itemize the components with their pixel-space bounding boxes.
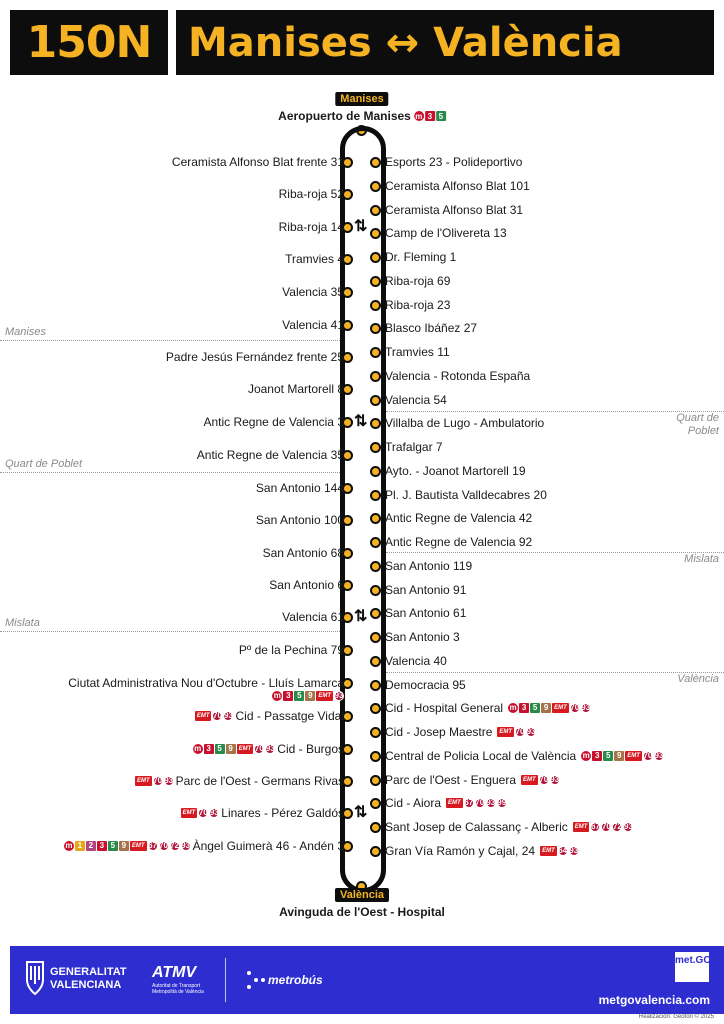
- stop-name: Joanot Martorell 8: [247, 382, 344, 396]
- stop-left: [256, 481, 344, 495]
- stop-left: [166, 350, 344, 364]
- metro-line-badge: 9: [305, 691, 315, 701]
- stop-right: [385, 749, 664, 763]
- stop-dot: [370, 418, 381, 429]
- stop-name: Àngel Guimerà 46 - Andén 3: [192, 839, 344, 853]
- stop-right: [385, 820, 633, 834]
- atmv-logo: ATMV: [152, 964, 197, 981]
- emt-icon: EMT: [131, 843, 145, 849]
- stop-right: [385, 464, 526, 478]
- emt-icon: EMT: [318, 693, 331, 699]
- direction-arrows-icon: ⇅: [354, 413, 368, 430]
- stop-name: Central de Policia Local de València: [385, 749, 577, 763]
- terminal-stop-top-name: Aeropuerto de Manises: [278, 109, 411, 123]
- stop-right: [385, 559, 472, 573]
- stop-right: [385, 226, 507, 240]
- stop-right: [385, 678, 466, 692]
- stop-right: [385, 345, 450, 359]
- stop-right: [385, 630, 460, 644]
- connection-icons: [508, 703, 591, 713]
- stop-name: Valencia 54: [385, 393, 447, 407]
- stop-name: Pl. J. Bautista Valldecabres 20: [385, 488, 547, 502]
- stop-right: [385, 179, 530, 193]
- bus-line-badge: 70: [198, 808, 208, 817]
- bus-line-badge: 70: [475, 798, 485, 807]
- stop-name: Blasco Ibáñez 27: [385, 321, 478, 335]
- stop-name: Valencia 35: [282, 285, 344, 299]
- stop-left: [181, 806, 344, 820]
- stop-right: [385, 773, 560, 787]
- emt-icon: EMT: [542, 848, 555, 854]
- zone-label: Mislata: [5, 617, 40, 629]
- stop-dot: [370, 395, 381, 406]
- metro-line-badge: 3: [283, 691, 293, 701]
- stop-left: [279, 220, 344, 234]
- metro-icon: m: [273, 691, 281, 700]
- website-link[interactable]: metgovalencia.com: [598, 993, 710, 1007]
- connection-icons: [573, 822, 634, 832]
- zone-boundary-line: [0, 631, 340, 632]
- stop-left: [239, 643, 344, 657]
- connection-icons: [195, 711, 234, 721]
- stop-right: [385, 844, 579, 858]
- metro-line-badge: 3: [519, 703, 529, 713]
- stop-name: Ayto. - Joanot Martorell 19: [385, 464, 526, 478]
- metro-icon: m: [509, 703, 517, 712]
- stop-name: Antic Regne de Valencia 92: [385, 535, 533, 549]
- stop-dot: [370, 608, 381, 619]
- stop-dot: [370, 205, 381, 216]
- bus-line-badge: 93: [265, 744, 275, 753]
- stop-name: Villalba de Lugo - Ambulatorio: [385, 416, 545, 430]
- connection-icons: [181, 808, 220, 818]
- stop-name: Valencia 61: [282, 610, 344, 624]
- stop-dot: [370, 252, 381, 263]
- stop-dot: [370, 632, 381, 643]
- stop-name: Valencia - Rotonda España: [385, 369, 531, 383]
- bus-line-badge: 67: [148, 841, 158, 850]
- stop-dot: [370, 276, 381, 287]
- stop-right: [385, 274, 450, 288]
- stop-right: [385, 298, 450, 312]
- bus-line-badge: 93: [334, 691, 344, 700]
- stop-name: Ciutat Administrativa Nou d'Octubre - Lluís Lamarca: [68, 676, 344, 690]
- stop-name: Antic Regne de Valencia 42: [385, 511, 533, 525]
- connection-icons: [540, 846, 579, 856]
- stop-right: [385, 440, 443, 454]
- bus-line-badge: 93: [550, 775, 560, 784]
- bus-line-badge: 70: [153, 776, 163, 785]
- connection-icons: [193, 744, 276, 754]
- stop-right: [385, 203, 523, 217]
- stop-name: Riba-roja 69: [385, 274, 451, 288]
- emt-icon: EMT: [627, 753, 640, 759]
- direction-arrows-icon: ⇅: [354, 218, 368, 235]
- emt-icon: EMT: [238, 746, 252, 752]
- stop-name: Antic Regne de Valencia 3: [203, 415, 344, 429]
- stop-right: [385, 535, 532, 549]
- bus-line-badge: 72: [612, 822, 622, 831]
- terminal-tag-bottom: València: [335, 888, 389, 902]
- stop-name: San Antonio 6: [269, 578, 344, 592]
- stop-dot: [370, 775, 381, 786]
- stop-left: [193, 742, 344, 756]
- stop-right: [385, 654, 447, 668]
- stop-right: [385, 488, 547, 502]
- connection-icons: [64, 841, 191, 851]
- metro-line-badge: 5: [436, 111, 446, 121]
- stop-dot: [370, 300, 381, 311]
- stop-dot: [370, 585, 381, 596]
- atmv-subtitle: Autoritat de Transport Metropolità de València: [152, 983, 204, 995]
- stop-name: Pº de la Pechina 79: [238, 643, 344, 657]
- stop-name: Valencia 41: [282, 318, 344, 332]
- footer-divider: [225, 958, 226, 1002]
- zone-boundary-line: [0, 472, 340, 473]
- stop-name: Ceramista Alfonso Blat frente 31: [171, 155, 344, 169]
- metro-line-badge: 9: [226, 744, 236, 754]
- stop-name: Valencia 40: [385, 654, 447, 668]
- stop-dot: [370, 513, 381, 524]
- bus-line-badge: 70: [570, 703, 580, 712]
- metro-line-badge: 3: [204, 744, 214, 754]
- emt-icon: EMT: [574, 824, 588, 830]
- credit-text: Realización: Geotori © 2025: [638, 1014, 714, 1020]
- stop-name: San Antonio 144: [255, 481, 344, 495]
- bus-line-badge: 70: [539, 775, 549, 784]
- metro-icon: m: [65, 841, 73, 850]
- stop-name: Trafalgar 7: [385, 440, 443, 454]
- bus-line-badge: 70: [601, 822, 611, 831]
- bus-line-badge: 93: [581, 703, 591, 712]
- metro-line-badge: 2: [86, 841, 96, 851]
- stop-name: San Antonio 3: [385, 630, 460, 644]
- zone-label: València: [677, 673, 719, 685]
- stop-right: [385, 369, 530, 383]
- stop-dot: [370, 181, 381, 192]
- stop-name: Parc de l'Oest - Germans Rivas: [175, 774, 344, 788]
- stop-dot: [370, 656, 381, 667]
- terminal-stop-bottom: Avinguda de l'Oest - Hospital: [279, 905, 445, 919]
- stop-name: Camp de l'Olivereta 13: [385, 226, 507, 240]
- bus-line-badge: 93: [209, 808, 219, 817]
- stop-left: [197, 448, 344, 462]
- stop-right: [385, 583, 466, 597]
- bus-line-badge: 67: [464, 798, 474, 807]
- bus-line-badge: 93: [224, 711, 233, 720]
- stop-right: [385, 701, 591, 715]
- stop-dot: [370, 371, 381, 382]
- bus-line-badge: 93: [526, 727, 536, 736]
- bus-line-badge: 93: [181, 841, 191, 850]
- connection-icons: [581, 751, 664, 761]
- stop-right: [385, 511, 532, 525]
- stop-name: Ceramista Alfonso Blat 101: [385, 179, 530, 193]
- stop-dot: [370, 490, 381, 501]
- stop-dot: [370, 228, 381, 239]
- bus-line-badge: 93: [654, 751, 664, 760]
- terminal-top-connections: [414, 111, 446, 121]
- connection-icons: [272, 691, 344, 701]
- stop-left: [248, 382, 344, 396]
- connection-icons: [497, 727, 536, 737]
- stop-name: Tramvies 11: [385, 345, 450, 359]
- bus-line-badge: 93: [623, 822, 633, 831]
- stop-connections-row: [272, 691, 344, 701]
- terminal-stop-top: [278, 109, 446, 123]
- stop-name: Cid - Josep Maestre: [385, 725, 493, 739]
- stop-left: [285, 252, 344, 266]
- stop-left: [263, 546, 344, 560]
- route-title: Manises ↔ València: [176, 10, 714, 75]
- stop-right: [385, 796, 507, 810]
- zone-label: Mislata: [684, 553, 719, 565]
- bus-line-badge: 70: [159, 841, 169, 850]
- stop-name: Sant Josep de Calassanç - Alberic: [385, 820, 568, 834]
- stop-left: [269, 578, 344, 592]
- stop-name: San Antonio 68: [262, 546, 344, 560]
- stop-right: [385, 416, 544, 430]
- zone-label: Manises: [5, 326, 46, 338]
- bus-line-badge: 93: [569, 846, 579, 855]
- stop-name: Padre Jesús Fernández frente 25: [165, 350, 344, 364]
- line-number: 150N: [10, 10, 168, 75]
- connection-icons: [135, 776, 174, 786]
- stop-left: [64, 839, 344, 853]
- stop-dot: [370, 727, 381, 738]
- zone-label: Quart de Poblet: [676, 412, 719, 437]
- stop-dot: [370, 466, 381, 477]
- stop-dot: [370, 442, 381, 453]
- zone-boundary-line: [386, 672, 724, 673]
- metro-line-badge: 3: [425, 111, 435, 121]
- stop-left: [279, 187, 344, 201]
- zone-label: Quart de Poblet: [5, 458, 83, 470]
- stop-name: San Antonio 119: [385, 559, 473, 573]
- stop-left: [195, 709, 344, 723]
- metro-line-badge: 5: [603, 751, 613, 761]
- stop-dot: [370, 846, 381, 857]
- metro-line-badge: 3: [592, 751, 602, 761]
- stop-dot: [370, 703, 381, 714]
- stop-name: Parc de l'Oest - Enguera: [385, 773, 517, 787]
- stop-right: [385, 393, 447, 407]
- direction-arrows-icon: ⇅: [354, 804, 368, 821]
- stop-right: [385, 321, 477, 335]
- connection-icons: [446, 798, 507, 808]
- stop-dot: [370, 798, 381, 809]
- stop-name: Linares - Pérez Galdós: [221, 806, 344, 820]
- metgo-logo: met.GO: [675, 952, 709, 982]
- metro-line-badge: 9: [614, 751, 624, 761]
- stop-name: Cid - Passatge Vidal: [235, 709, 344, 723]
- bus-line-badge: 93: [486, 798, 496, 807]
- stop-name: Ceramista Alfonso Blat 31: [385, 203, 524, 217]
- bus-line-badge: 70: [515, 727, 525, 736]
- metro-line-badge: 9: [119, 841, 129, 851]
- stop-name: Riba-roja 23: [385, 298, 451, 312]
- stop-dot: [370, 751, 381, 762]
- metro-icon: m: [194, 744, 202, 753]
- zone-boundary-line: [0, 340, 340, 341]
- direction-arrows-icon: ⇅: [354, 608, 368, 625]
- stop-right: [385, 606, 466, 620]
- stop-left: [172, 155, 344, 169]
- bus-line-badge: 70: [213, 711, 222, 720]
- stop-left: [68, 676, 344, 690]
- footer-bar: [10, 946, 724, 1014]
- stop-name: Esports 23 - Polideportivo: [385, 155, 523, 169]
- bus-line-badge: 93: [164, 776, 174, 785]
- stop-name: Riba-roja 52: [278, 187, 344, 201]
- stop-right: [385, 155, 522, 169]
- stop-left: [282, 285, 344, 299]
- stop-name: Democracia 95: [385, 678, 466, 692]
- metro-line-badge: 5: [108, 841, 118, 851]
- stop-name: San Antonio 91: [385, 583, 467, 597]
- stop-name: Cid - Hospital General: [385, 701, 504, 715]
- stop-name: Cid - Burgos: [277, 742, 344, 756]
- bus-line-badge: 99: [497, 798, 507, 807]
- metro-line-badge: 9: [541, 703, 551, 713]
- stop-left: [203, 415, 344, 429]
- metrobus-icon: [246, 970, 266, 990]
- metro-line-badge: 5: [215, 744, 225, 754]
- emt-icon: EMT: [523, 777, 536, 783]
- emt-icon: EMT: [448, 800, 461, 806]
- bus-line-badge: 64: [558, 846, 568, 855]
- metro-icon: m: [582, 751, 590, 760]
- stop-dot: [370, 822, 381, 833]
- stop-name: Tramvies 4: [285, 252, 344, 266]
- stop-dot: [370, 561, 381, 572]
- emt-icon: EMT: [554, 705, 567, 711]
- stop-dot: [370, 347, 381, 358]
- gva-logo-text: GENERALITAT VALENCIANA: [50, 966, 127, 991]
- stop-name: Riba-roja 14: [278, 220, 344, 234]
- stop-dot: [370, 323, 381, 334]
- bus-line-badge: 70: [254, 744, 264, 753]
- stop-name: Dr. Fleming 1: [385, 250, 457, 264]
- emt-icon: EMT: [499, 729, 513, 735]
- stop-left: [256, 513, 344, 527]
- stop-dot: [370, 680, 381, 691]
- gva-shield-icon: [24, 960, 46, 998]
- bus-line-badge: 72: [170, 841, 180, 850]
- metro-icon: m: [415, 111, 423, 121]
- metro-line-badge: 5: [530, 703, 540, 713]
- connection-icons: [414, 111, 446, 121]
- zone-boundary-line: [386, 552, 724, 553]
- stop-left: [282, 610, 344, 624]
- stop-name: Gran Vía Ramón y Cajal, 24: [385, 844, 536, 858]
- stop-dot: [370, 157, 381, 168]
- terminal-tag-top: Manises: [335, 92, 388, 106]
- stop-name: San Antonio 100: [255, 513, 344, 527]
- metrobus-logo: metrobús: [268, 973, 323, 987]
- stop-name: Antic Regne de Valencia 35: [196, 448, 344, 462]
- connection-icons: [521, 775, 560, 785]
- metro-line-badge: 5: [294, 691, 304, 701]
- bus-line-badge: 67: [590, 822, 600, 831]
- emt-icon: EMT: [136, 778, 150, 784]
- stop-left: [135, 774, 344, 788]
- bus-line-badge: 70: [643, 751, 653, 760]
- stop-right: [385, 725, 536, 739]
- stop-dot: [370, 537, 381, 548]
- metro-line-badge: 3: [97, 841, 107, 851]
- stop-left: [282, 318, 344, 332]
- metro-line-badge: 1: [75, 841, 85, 851]
- emt-icon: EMT: [196, 713, 210, 719]
- stop-name: San Antonio 61: [385, 606, 467, 620]
- stop-name: Cid - Aiora: [385, 796, 442, 810]
- emt-icon: EMT: [182, 810, 196, 816]
- stop-right: [385, 250, 456, 264]
